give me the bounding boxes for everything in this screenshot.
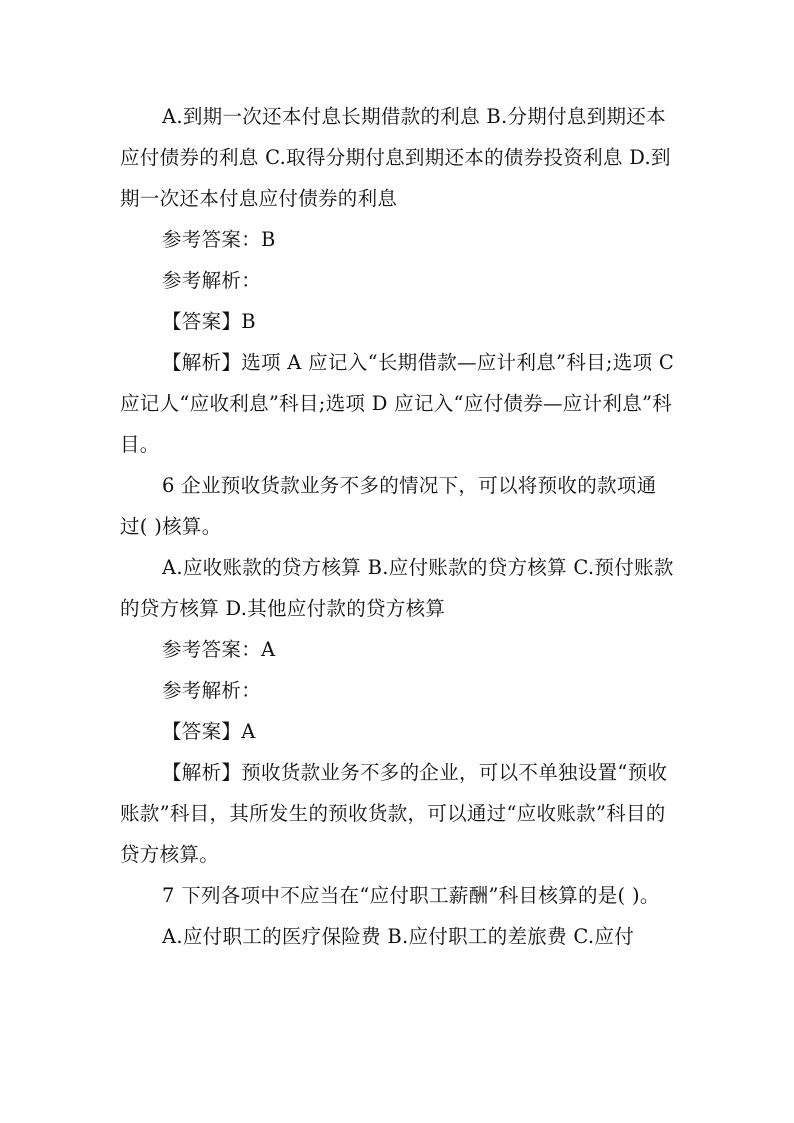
question-6-answer-tag: 【答案】A	[162, 720, 256, 743]
question-5-explanation: 【解析】选项 A 应记入“长期借款—应计利息”科目;选项 C 应记人“应收利息”科目;选项 D 应记入“应付债券—应计利息”科目。	[120, 351, 675, 456]
question-7-stem: 7 下列各项中不应当在“应付职工薪酬”科目核算的是( )。	[162, 884, 660, 907]
question-5-analysis-heading: 参考解析：	[162, 269, 262, 292]
question-6-explanation: 【解析】预收货款业务不多的企业，可以不单独设置“预收账款”科目，其所发生的预收货款，可以通过“应收账款”科目的贷方核算。	[120, 761, 668, 866]
document-body	[120, 96, 675, 957]
question-7-options: A.应付职工的医疗保险费 B.应付职工的差旅费 C.应付	[162, 925, 635, 948]
question-6-stem: 6 企业预收货款业务不多的情况下，可以将预收的款项通过( )核算。	[120, 474, 657, 538]
question-6-answer: 参考答案：A	[162, 638, 276, 661]
question-6-options: A.应收账款的贷方核算 B.应付账款的贷方核算 C.预付账款的贷方核算 D.其他应付款的贷方核算	[120, 556, 674, 620]
question-6-analysis-heading: 参考解析：	[162, 679, 262, 702]
question-5-answer: 参考答案：B	[162, 228, 276, 251]
question-5-options: A.到期一次还本付息长期借款的利息 B.分期付息到期还本应付债券的利息 C.取得分期付息到期还本的债券投资利息 D.到期一次还本付息应付债券的利息	[120, 105, 671, 210]
question-5-answer-tag: 【答案】B	[162, 310, 256, 333]
